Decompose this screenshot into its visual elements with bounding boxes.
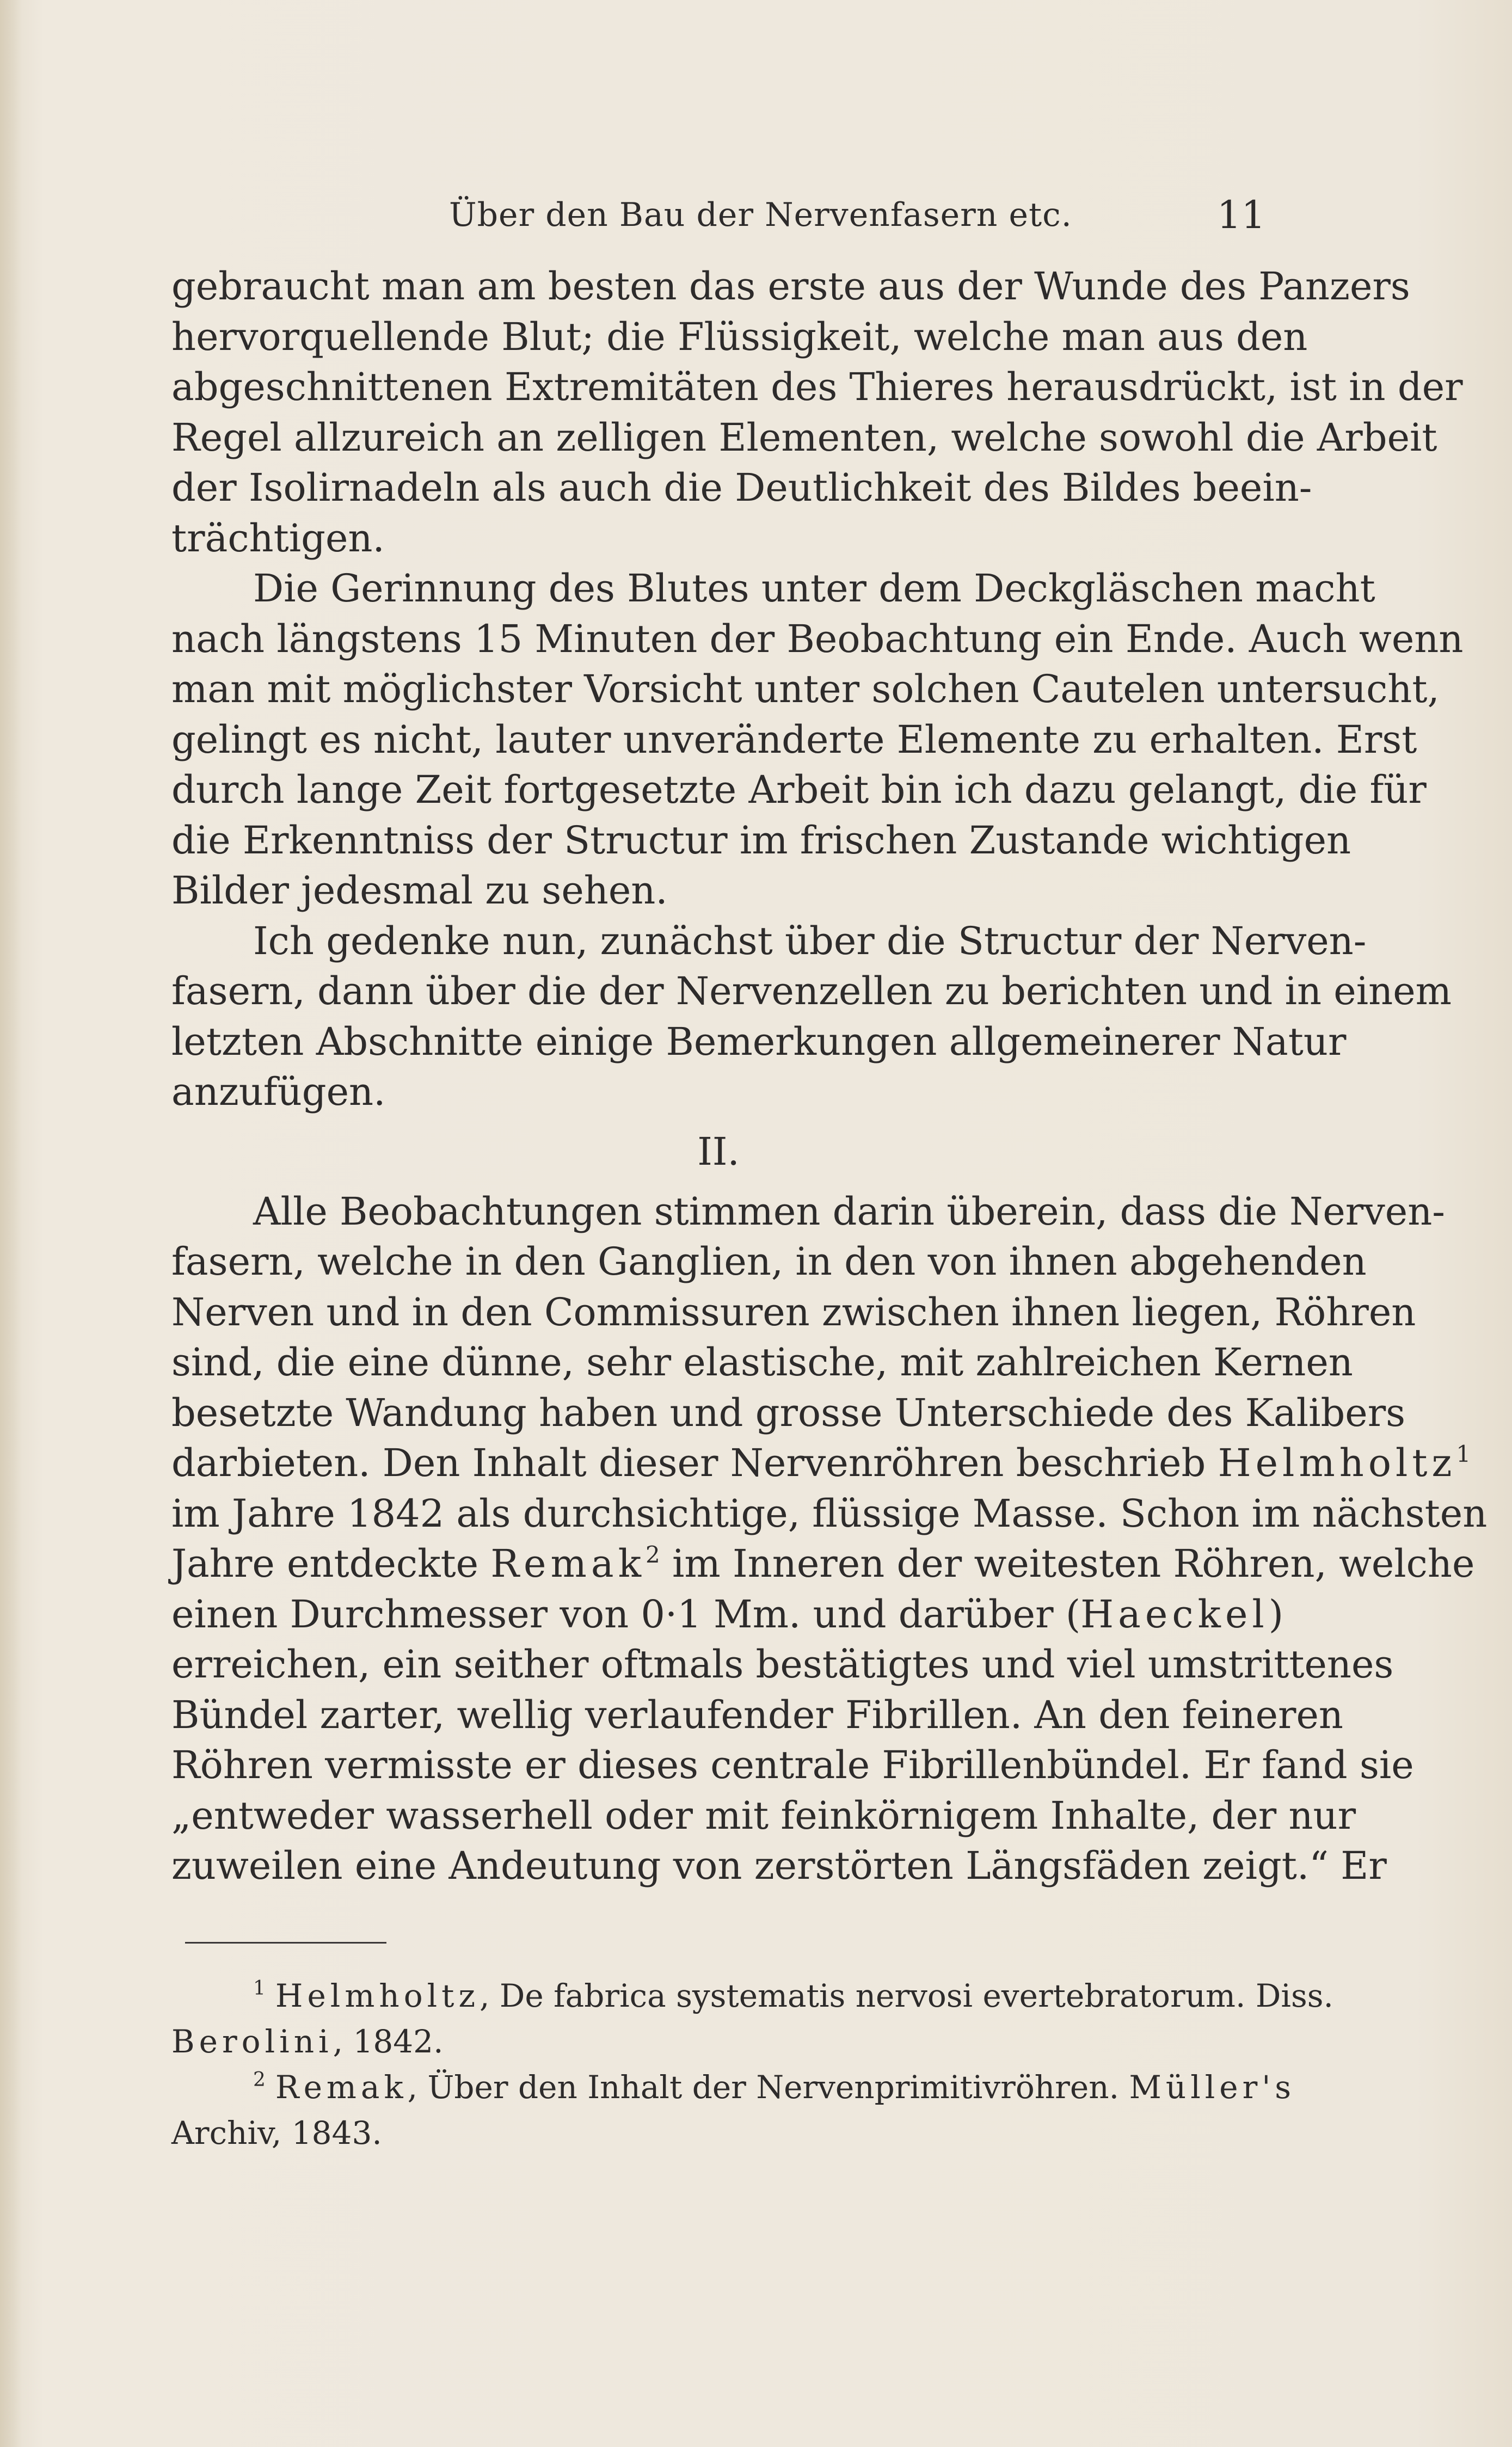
text-line: erreichen, ein seither oftmals bestätigtes und viel umstrittenes	[171, 1642, 1394, 1687]
footnote-line	[171, 2019, 1265, 2064]
author-name: Müller's	[1129, 2069, 1296, 2106]
text-segment: einen Durchmesser von 0·1 Mm. und darüber (	[171, 1591, 1081, 1637]
text-line: letzten Abschnitte einige Bemerkungen allgemeinerer Natur	[171, 1019, 1347, 1064]
text-segment: im Inneren der weitesten Röhren, welche	[672, 1541, 1475, 1586]
body-text	[171, 261, 1488, 1891]
text-line: fasern, dann über die der Nervenzellen zu berichten und in einem	[171, 969, 1452, 1013]
author-name: Remak	[275, 2069, 408, 2106]
place-name: Berolini	[171, 2023, 333, 2060]
author-name: Helmholtz	[1218, 1441, 1456, 1485]
page-header	[171, 185, 1265, 245]
text-line: Bilder jedesmal zu sehen.	[171, 868, 668, 913]
author-name: Remak	[490, 1541, 646, 1586]
footnote-line	[171, 2064, 1296, 2110]
text-line: im Jahre 1842 als durchsichtige, flüssige Masse. Schon im nächsten	[171, 1491, 1488, 1536]
page-spine-shadow	[0, 0, 22, 2447]
text-line: Ich gedenke nun, zunächst über die Structur der Nerven-	[253, 918, 1367, 963]
page-number: 11	[1216, 193, 1265, 237]
author-name: Haeckel	[1080, 1591, 1269, 1637]
text-line: anzufügen.	[171, 1069, 386, 1114]
text-line: man mit möglichster Vorsicht unter solchen Cautelen untersucht,	[171, 667, 1440, 711]
text-line: durch lange Zeit fortgesetzte Arbeit bin ich dazu gelangt, die für	[171, 767, 1427, 812]
footnote-ref: 1	[1456, 1441, 1471, 1467]
text-line: Röhren vermisste er dieses centrale Fibrillenbündel. Er fand sie	[171, 1743, 1414, 1787]
text-line: zuweilen eine Andeutung von zerstörten Längsfäden zeigt.“ Er	[171, 1843, 1387, 1888]
text-line: die Erkenntniss der Structur im frischen Zustande wichtigen	[171, 817, 1351, 863]
running-title: Über den Bau der Nervenfasern etc.	[449, 196, 1072, 234]
footnote-text: , 1842.	[333, 2023, 444, 2060]
text-line: abgeschnittenen Extremitäten des Thieres herausdrückt, ist in der	[171, 365, 1463, 409]
text-line	[171, 1438, 1471, 1489]
text-line: sind, die eine dünne, sehr elastische, mit zahlreichen Kernen	[171, 1340, 1353, 1385]
text-line: trächtigen.	[171, 515, 385, 561]
text-line: Regel allzureich an zelligen Elementen, welche sowohl die Arbeit	[171, 415, 1437, 460]
text-line	[171, 1539, 1475, 1589]
footnote-text: , Über den Inhalt der Nervenprimitivröhren.	[407, 2069, 1120, 2106]
footnote-line: Archiv, 1843.	[171, 2114, 382, 2151]
footnote-divider	[185, 1942, 386, 1944]
footnote-marker: 2	[253, 2069, 266, 2091]
text-line: Die Gerinnung des Blutes unter dem Deckgläschen macht	[253, 566, 1375, 611]
text-line: gebraucht man am besten das erste aus der Wunde des Panzers	[171, 264, 1410, 309]
section-heading: II.	[697, 1129, 740, 1174]
text-line: nach längstens 15 Minuten der Beobachtung ein Ende. Auch wenn	[171, 616, 1464, 661]
text-line: „entweder wasserhell oder mit feinkörnigem Inhalte, der nur	[171, 1793, 1356, 1838]
text-line: der Isolirnadeln als auch die Deutlichkeit des Bildes beein-	[171, 465, 1312, 510]
text-segment: Jahre entdeckte	[171, 1541, 479, 1586]
footnote-marker: 1	[253, 1977, 266, 2000]
footnote-text: , De fabrica systematis nervosi evertebratorum. Diss.	[480, 1977, 1333, 2014]
text-line: Alle Beobachtungen stimmen darin überein, dass die Nerven-	[253, 1189, 1445, 1234]
author-name: Helmholtz	[275, 1977, 480, 2014]
text-segment: )	[1268, 1591, 1284, 1637]
footnotes	[171, 1973, 1333, 2156]
text-line: hervorquellende Blut; die Flüssigkeit, welche man aus den	[171, 314, 1308, 359]
footnote-ref: 2	[646, 1541, 660, 1568]
text-line	[171, 1589, 1284, 1640]
text-segment: darbieten. Den Inhalt dieser Nervenröhren beschrieb	[171, 1441, 1206, 1485]
footnote-line	[171, 1973, 1333, 2019]
text-line: Nerven und in den Commissuren zwischen ihnen liegen, Röhren	[171, 1289, 1416, 1335]
text-line: fasern, welche in den Ganglien, in den von ihnen abgehenden	[171, 1239, 1367, 1284]
text-line: Bündel zarter, wellig verlaufender Fibrillen. An den feineren	[171, 1692, 1344, 1737]
text-line: gelingt es nicht, lauter unveränderte Elemente zu erhalten. Erst	[171, 717, 1417, 762]
text-line: besetzte Wandung haben und grosse Unterschiede des Kalibers	[171, 1390, 1406, 1435]
